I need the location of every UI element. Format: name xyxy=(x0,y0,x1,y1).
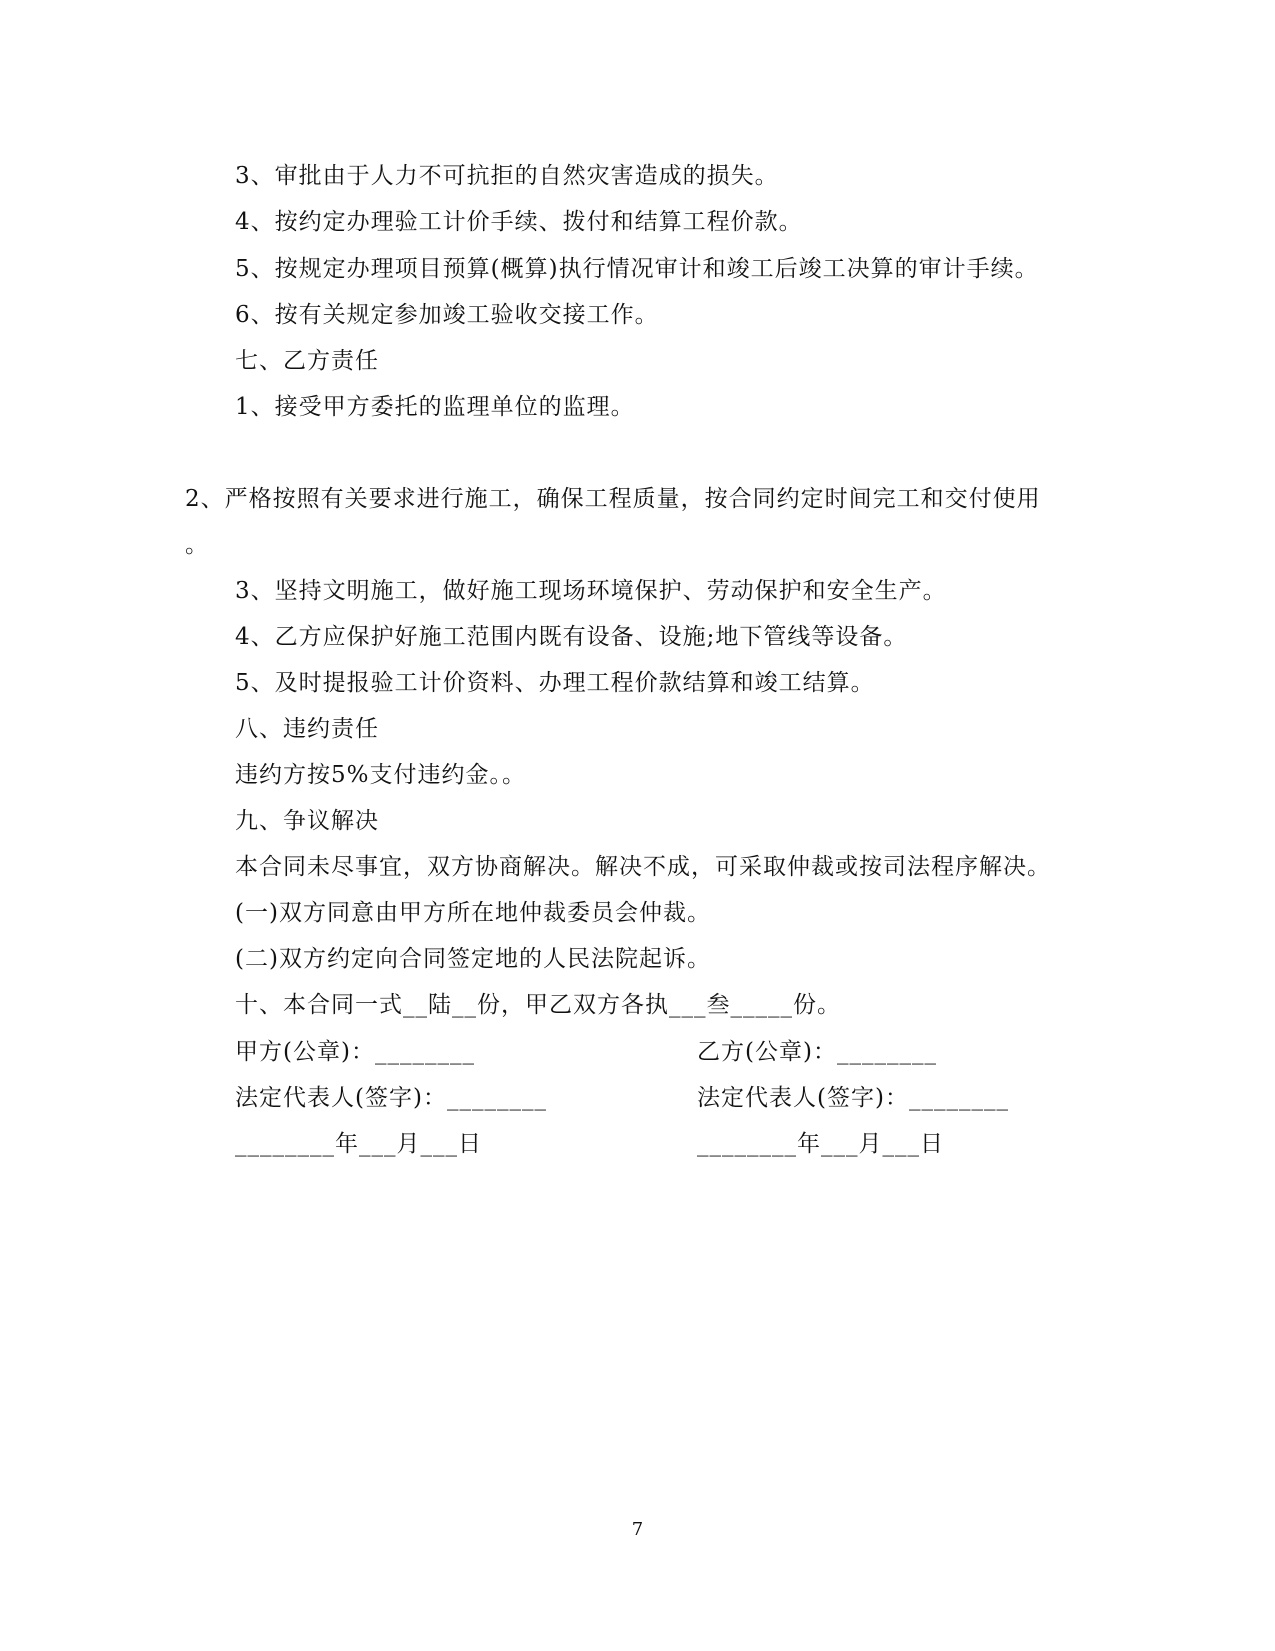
section-heading: 七、乙方责任 xyxy=(235,348,379,374)
page-number: 7 xyxy=(631,1519,644,1540)
clause-text: 1、接受甲方委托的监理单位的监理。 xyxy=(235,394,635,420)
clause-text: 本合同未尽事宜，双方协商解决。解决不成，可采取仲裁或按司法程序解决。 xyxy=(235,854,1051,880)
section-heading: 九、争议解决 xyxy=(235,808,379,834)
clause-text: 3、审批由于人力不可抗拒的自然灾害造成的损失。 xyxy=(235,163,779,189)
party-b-representative-field: 法定代表人(签字)：________ xyxy=(697,1085,1009,1111)
clause-text: 4、按约定办理验工计价手续、拨付和结算工程价款。 xyxy=(235,209,803,235)
party-b-seal-field: 乙方(公章)：________ xyxy=(697,1039,937,1065)
clause-text-continuation: 。 xyxy=(185,532,209,558)
party-a-date-field: ________年___月___日 xyxy=(235,1131,482,1157)
clause-text: (二)双方约定向合同签定地的人民法院起诉。 xyxy=(235,946,711,972)
clause-text: (一)双方同意由甲方所在地仲裁委员会仲裁。 xyxy=(235,900,711,926)
party-b-date-field: ________年___月___日 xyxy=(697,1131,944,1157)
clause-text: 5、及时提报验工计价资料、办理工程价款结算和竣工结算。 xyxy=(235,670,875,696)
clause-text: 十、本合同一式__陆__份，甲乙双方各执___叁_____份。 xyxy=(235,992,841,1018)
clause-text: 4、乙方应保护好施工范围内既有设备、设施;地下管线等设备。 xyxy=(235,624,908,650)
clause-text: 6、按有关规定参加竣工验收交接工作。 xyxy=(235,302,659,328)
party-a-representative-field: 法定代表人(签字)：________ xyxy=(235,1085,547,1111)
clause-text: 5、按规定办理项目预算(概算)执行情况审计和竣工后竣工决算的审计手续。 xyxy=(235,256,1039,282)
clause-text: 3、坚持文明施工，做好施工现场环境保护、劳动保护和安全生产。 xyxy=(235,578,947,604)
clause-text: 2、严格按照有关要求进行施工，确保工程质量，按合同约定时间完工和交付使用 xyxy=(185,486,1041,512)
section-heading: 八、违约责任 xyxy=(235,716,379,742)
party-a-seal-field: 甲方(公章)：________ xyxy=(235,1039,475,1065)
clause-text: 违约方按5%支付违约金。。 xyxy=(235,762,526,788)
